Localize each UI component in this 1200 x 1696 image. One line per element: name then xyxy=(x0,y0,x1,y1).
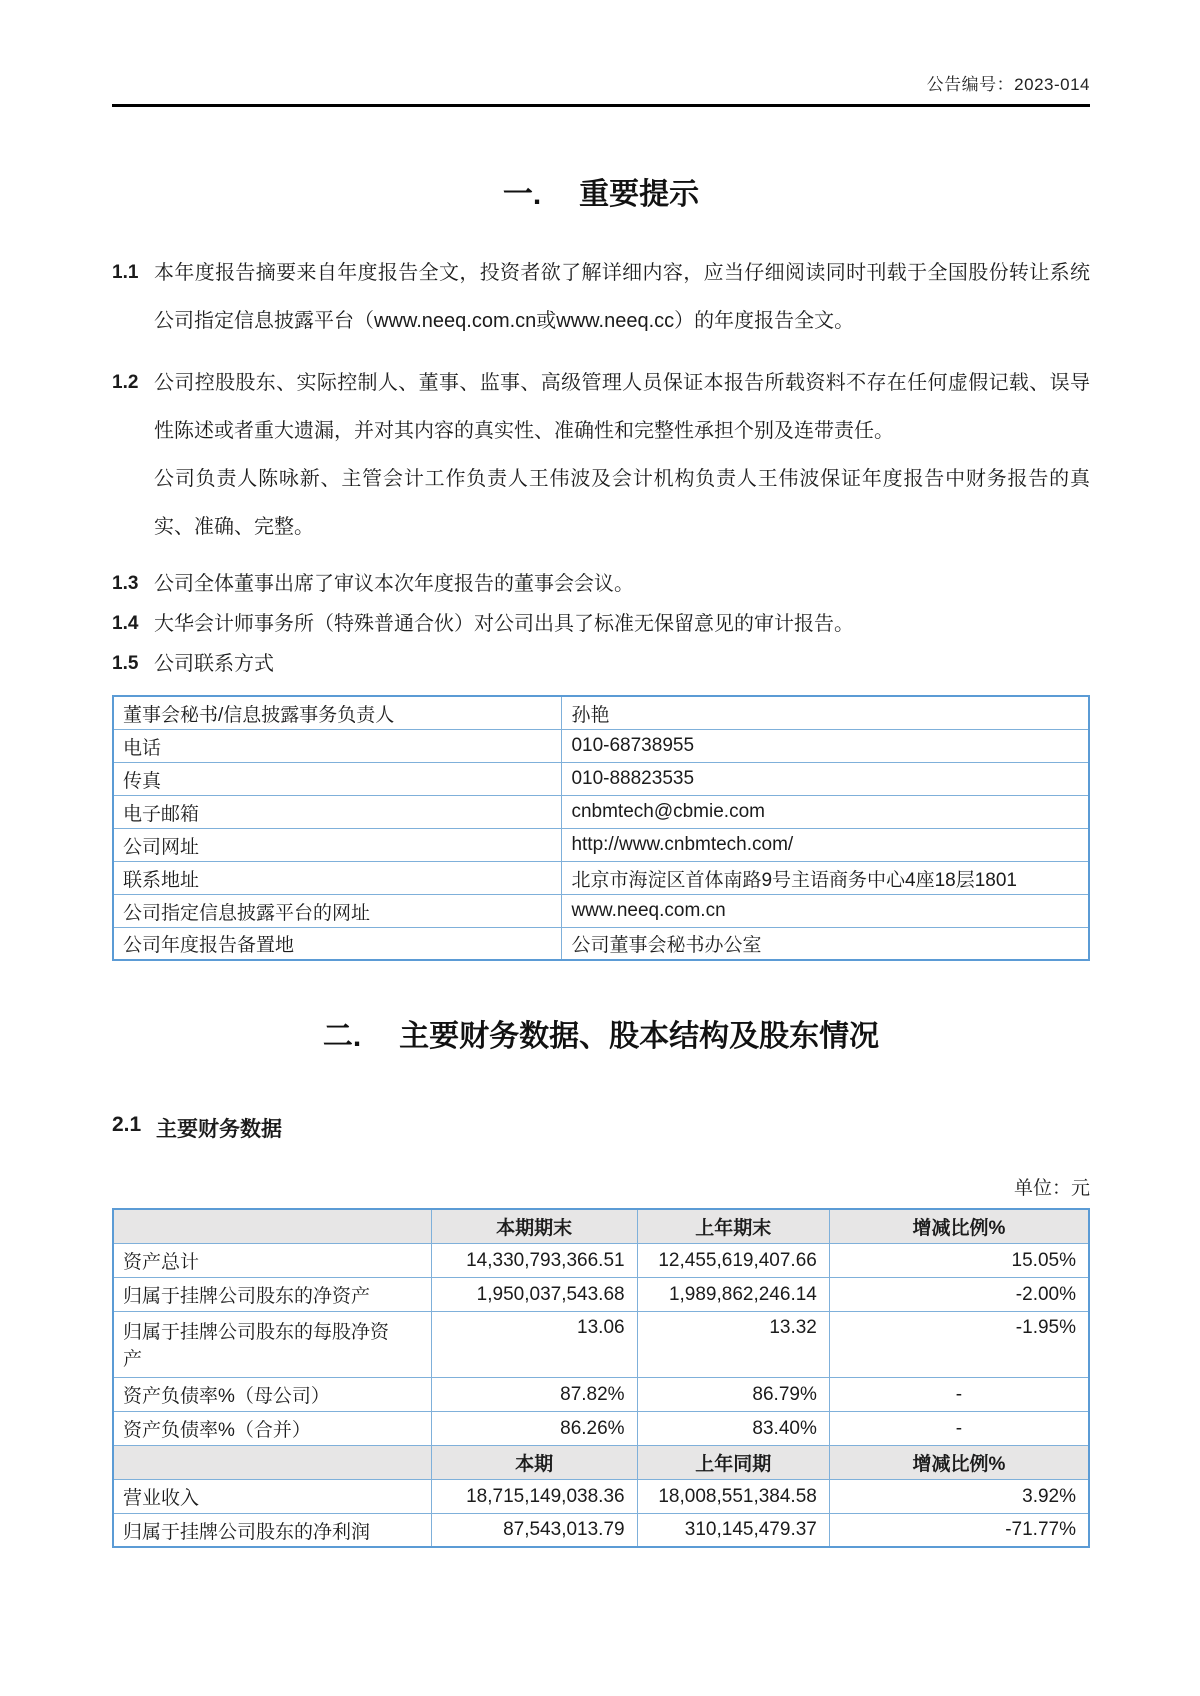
financial-period-header-row xyxy=(113,1209,1089,1243)
item-1-1-text: 本年度报告摘要来自年度报告全文，投资者欲了解详细内容，应当仔细阅读同时刊载于全国股份转让系统公司指定信息披露平台（www.neeq.com.cn或www.neeq.cc）的年度报告全文。 xyxy=(154,262,1090,332)
item-1-5-number: 1.5 xyxy=(112,653,139,674)
metric-label: 营业收入 xyxy=(113,1479,431,1513)
contact-value: www.neeq.com.cn xyxy=(562,894,1089,927)
item-1-3-text: 公司全体董事出席了审议本次年度报告的董事会会议。 xyxy=(154,573,634,595)
contact-label: 公司指定信息披露平台的网址 xyxy=(113,894,562,927)
metric-current: 87.82% xyxy=(431,1377,637,1411)
table-row xyxy=(113,1277,1089,1311)
metric-label: 归属于挂牌公司股东的每股净资产 xyxy=(113,1311,431,1377)
metric-change: 3.92% xyxy=(829,1479,1089,1513)
metric-current: 1,950,037,543.68 xyxy=(431,1277,637,1311)
section1-title-text: 重要提示 xyxy=(579,178,700,211)
contact-label: 联系地址 xyxy=(113,861,562,894)
contact-value: 孙艳 xyxy=(562,696,1089,729)
header-current-period: 本期 xyxy=(431,1445,637,1479)
metric-label: 归属于挂牌公司股东的净资产 xyxy=(113,1277,431,1311)
header-change-ratio: 增减比例% xyxy=(829,1209,1089,1243)
header-rule xyxy=(112,104,1090,107)
header-change-ratio: 增减比例% xyxy=(829,1445,1089,1479)
header-prior-same-period: 上年同期 xyxy=(637,1445,829,1479)
metric-current: 18,715,149,038.36 xyxy=(431,1479,637,1513)
contact-label: 电话 xyxy=(113,729,562,762)
metric-label: 资产总计 xyxy=(113,1243,431,1277)
item-1-4 xyxy=(112,609,1090,639)
financial-table xyxy=(112,1208,1090,1548)
table-row xyxy=(113,927,1089,960)
table-row xyxy=(113,1311,1089,1377)
table-row xyxy=(113,762,1089,795)
item-1-5-text: 公司联系方式 xyxy=(154,653,274,675)
metric-current: 86.26% xyxy=(431,1411,637,1445)
metric-label: 资产负债率%（母公司） xyxy=(113,1377,431,1411)
contact-value: 010-68738955 xyxy=(562,729,1089,762)
table-row xyxy=(113,861,1089,894)
metric-label: 归属于挂牌公司股东的净利润 xyxy=(113,1513,431,1547)
metric-prior: 83.40% xyxy=(637,1411,829,1445)
item-1-4-text: 大华会计师事务所（特殊普通合伙）对公司出具了标准无保留意见的审计报告。 xyxy=(154,613,854,635)
metric-prior: 86.79% xyxy=(637,1377,829,1411)
item-1-5 xyxy=(112,649,1090,679)
header-prior-period-end: 上年期末 xyxy=(637,1209,829,1243)
table-row xyxy=(113,1513,1089,1547)
page-header xyxy=(112,70,1090,95)
metric-prior: 1,989,862,246.14 xyxy=(637,1277,829,1311)
table-row xyxy=(113,1377,1089,1411)
contact-label: 传真 xyxy=(113,762,562,795)
contact-value: 北京市海淀区首体南路9号主语商务中心4座18层1801 xyxy=(562,861,1089,894)
contact-value: cnbmtech@cbmie.com xyxy=(562,795,1089,828)
header-empty-cell xyxy=(113,1445,431,1479)
subsection-2-1-title: 主要财务数据 xyxy=(156,1118,282,1141)
table-row xyxy=(113,696,1089,729)
item-1-2-text xyxy=(154,359,1090,551)
metric-current: 87,543,013.79 xyxy=(431,1513,637,1547)
section1-number: 一. xyxy=(502,178,542,211)
table-row xyxy=(113,894,1089,927)
metric-change: 15.05% xyxy=(829,1243,1089,1277)
item-1-3-number: 1.3 xyxy=(112,573,139,594)
item-1-2-paragraph-2: 公司负责人陈咏新、主管会计工作负责人王伟波及会计机构负责人王伟波保证年度报告中财务报告的真实、准确、完整。 xyxy=(154,468,1090,538)
metric-current: 13.06 xyxy=(431,1311,637,1377)
contact-label: 公司网址 xyxy=(113,828,562,861)
subsection-2-1 xyxy=(112,1113,1090,1143)
table-row xyxy=(113,795,1089,828)
unit-label: 单位：元 xyxy=(1013,1178,1090,1199)
contact-label: 电子邮箱 xyxy=(113,795,562,828)
table-row xyxy=(113,1479,1089,1513)
contact-value: 公司董事会秘书办公室 xyxy=(562,927,1089,960)
contact-table xyxy=(112,695,1090,961)
metric-change: -71.77% xyxy=(829,1513,1089,1547)
metric-prior: 18,008,551,384.58 xyxy=(637,1479,829,1513)
item-1-2-number: 1.2 xyxy=(112,372,139,393)
contact-value: 010-88823535 xyxy=(562,762,1089,795)
metric-change: -2.00% xyxy=(829,1277,1089,1311)
contact-label: 董事会秘书/信息披露事务负责人 xyxy=(113,696,562,729)
header-empty-cell xyxy=(113,1209,431,1243)
item-1-2-paragraph-1: 公司控股股东、实际控制人、董事、监事、高级管理人员保证本报告所载资料不存在任何虚假记载、误导性陈述或者重大遗漏，并对其内容的真实性、准确性和完整性承担个别及连带责任。 xyxy=(154,372,1090,442)
section2-number: 二. xyxy=(322,1020,362,1053)
metric-label: 资产负债率%（合并） xyxy=(113,1411,431,1445)
metric-change: - xyxy=(829,1377,1089,1411)
contact-label: 公司年度报告备置地 xyxy=(113,927,562,960)
item-1-1-number: 1.1 xyxy=(112,262,139,283)
item-1-3 xyxy=(112,569,1090,599)
metric-prior: 310,145,479.37 xyxy=(637,1513,829,1547)
metric-prior: 13.32 xyxy=(637,1311,829,1377)
financial-income-header-row xyxy=(113,1445,1089,1479)
section2-title xyxy=(112,1011,1090,1055)
contact-value: http://www.cnbmtech.com/ xyxy=(562,828,1089,861)
metric-change: - xyxy=(829,1411,1089,1445)
item-1-2 xyxy=(112,359,1090,551)
header-current-period-end: 本期期末 xyxy=(431,1209,637,1243)
table-row xyxy=(113,1243,1089,1277)
table-row xyxy=(113,729,1089,762)
table-row xyxy=(113,828,1089,861)
section2-title-text: 主要财务数据、股本结构及股东情况 xyxy=(399,1020,880,1053)
table-row xyxy=(113,1411,1089,1445)
metric-change: -1.95% xyxy=(829,1311,1089,1377)
notice-number: 公告编号：2023-014 xyxy=(926,75,1090,94)
section1-title xyxy=(112,169,1090,213)
subsection-2-1-number: 2.1 xyxy=(112,1113,142,1136)
item-1-4-number: 1.4 xyxy=(112,613,139,634)
item-1-1 xyxy=(112,249,1090,345)
metric-prior: 12,455,619,407.66 xyxy=(637,1243,829,1277)
metric-current: 14,330,793,366.51 xyxy=(431,1243,637,1277)
